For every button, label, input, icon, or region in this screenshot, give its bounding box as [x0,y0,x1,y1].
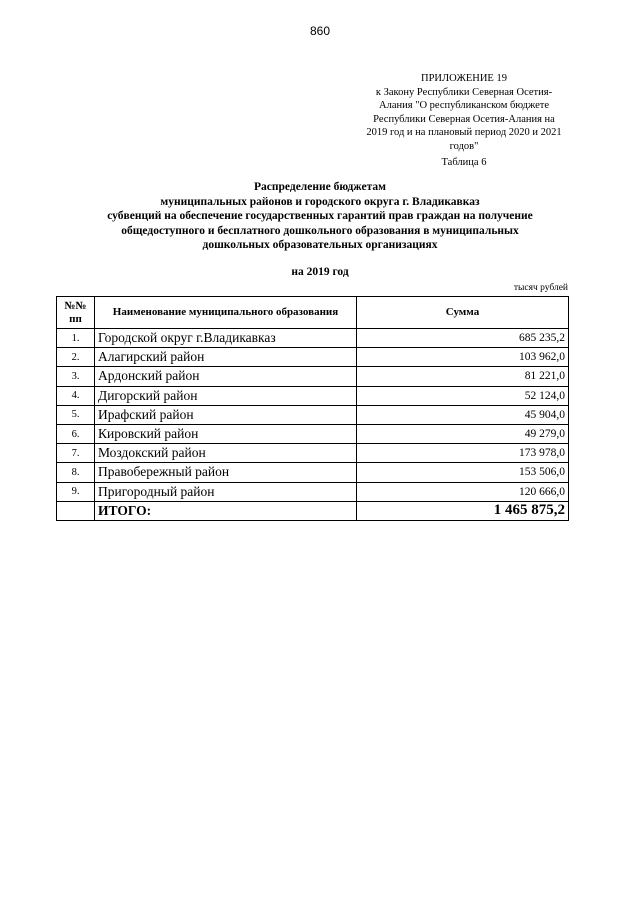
appendix-line: годов" [449,140,479,152]
row-name: Алагирский район [95,348,357,367]
row-name: Ирафский район [95,405,357,424]
table-row [57,367,569,386]
row-name: Правобережный район [95,463,357,482]
row-name: Моздокский район [95,444,357,463]
appendix-line: Республики Северная Осетия-Алания на [373,113,555,125]
table-row [57,444,569,463]
title-year: на 2019 год [291,266,349,278]
row-num: 7. [57,444,95,463]
total-label: ИТОГО: [95,501,357,520]
row-num: 6. [57,424,95,443]
appendix-line: к Закону Республики Северная Осетия- [375,86,553,98]
title-line: общедоступного и бесплатного дошкольного образования в муниципальных [121,224,519,237]
table-row [57,424,569,443]
row-sum: 45 904,0 [357,405,569,424]
row-num: 2. [57,348,95,367]
header-num: №№ пп [57,297,95,329]
table-row [57,482,569,501]
row-name: Дигорский район [95,386,357,405]
total-sum: 1 465 875,2 [357,501,569,520]
row-sum: 52 124,0 [357,386,569,405]
units-label: тысяч рублей [513,283,568,293]
row-sum: 49 279,0 [357,424,569,443]
header-name: Наименование муниципального образования [95,297,357,329]
row-sum: 120 666,0 [357,482,569,501]
page-number: 860 [309,24,331,38]
appendix-line: Алания "О республиканском бюджете [379,100,549,112]
title-line: субвенций на обеспечение государственных гарантий прав граждан на получение [107,210,533,223]
row-num: 1. [57,329,95,348]
budget-table [56,296,569,521]
title-line: муниципальных районов и городского округа г. Владикавказ [160,195,480,208]
table-header-row [57,297,569,329]
appendix-line: 2019 год и на плановый период 2020 и 2021 [366,127,562,139]
row-sum: 103 962,0 [357,348,569,367]
table-row [57,329,569,348]
document-title [40,180,600,253]
table-row [57,463,569,482]
row-num: 4. [57,386,95,405]
header-sum: Сумма [357,297,569,329]
row-name: Кировский район [95,424,357,443]
table-row [57,348,569,367]
appendix-header [356,72,572,154]
title-line: дошкольных образовательных организациях [202,239,438,252]
table-row [57,386,569,405]
row-num: 8. [57,463,95,482]
table-label: Таблица 6 [441,157,487,168]
row-num: 9. [57,482,95,501]
total-row [57,501,569,520]
row-num: 3. [57,367,95,386]
title-line: Распределение бюджетам [254,181,386,193]
table-row [57,405,569,424]
row-name: Городской округ г.Владикавказ [95,329,357,348]
appendix-line: ПРИЛОЖЕНИЕ 19 [421,73,507,84]
row-sum: 173 978,0 [357,444,569,463]
row-num: 5. [57,405,95,424]
row-sum: 153 506,0 [357,463,569,482]
row-name: Ардонский район [95,367,357,386]
row-sum: 685 235,2 [357,329,569,348]
row-name: Пригородный район [95,482,357,501]
row-sum: 81 221,0 [357,367,569,386]
total-num [57,501,95,520]
